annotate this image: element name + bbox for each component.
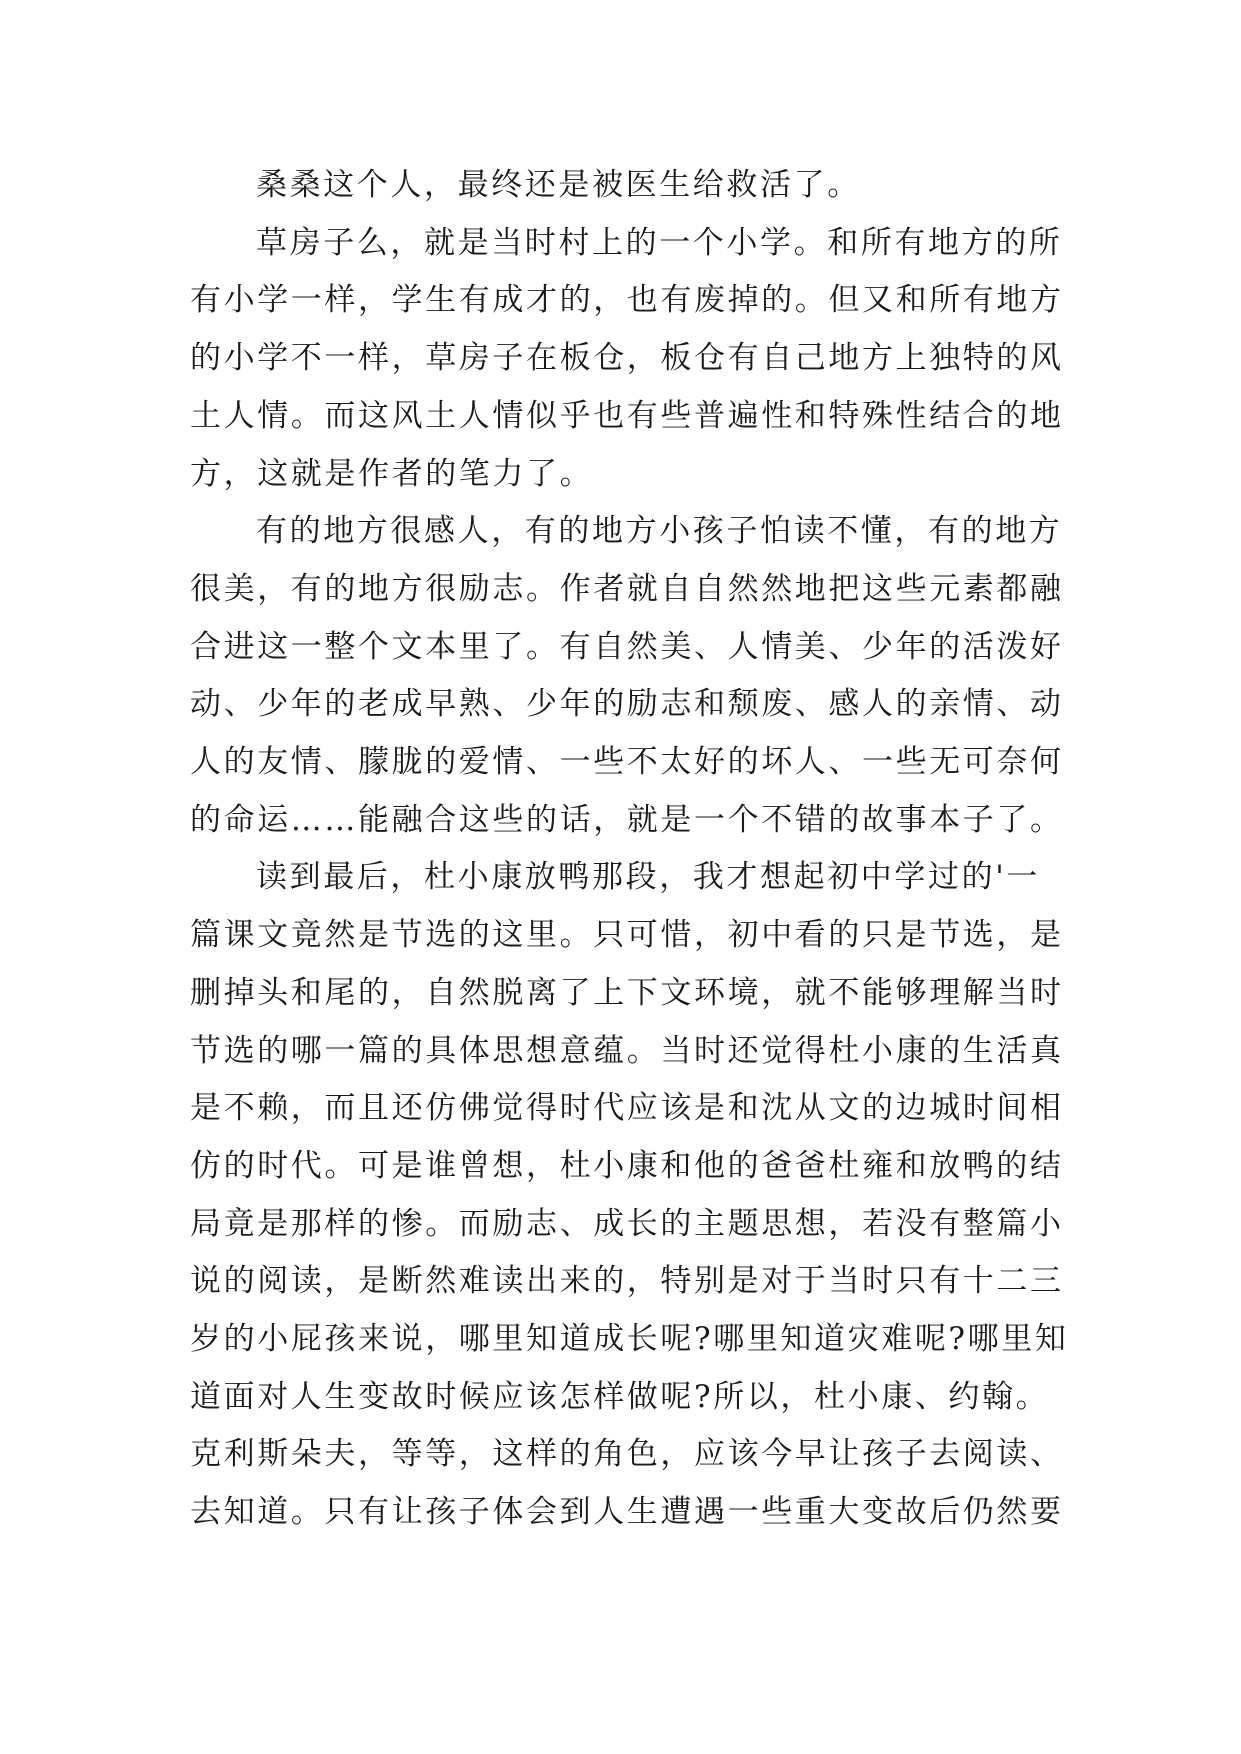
paragraph-2: 草房子么，就是当时村上的一个小学。和所有地方的所有小学一样，学生有成才的，也有废掉的。但又和所有地方的小学不一样，草房子在板仓，板仓有自己地方上独特的风土人情。而这风土人情似乎也有些普遍性和特殊性结合的地方，这就是作者的笔力了。 <box>190 224 1064 492</box>
paragraph-1: 桑桑这个人，最终还是被医生给救活了。 <box>256 167 861 203</box>
paragraph-4: 读到最后，杜小康放鸭那段，我才想起初中学过的'一篇课文竟然是节选的这里。只可惜，初中看的只是节选，是删掉头和尾的，自然脱离了上下文环境，就不能够理解当时节选的哪一篇的具体思想意蕴。当时还觉得杜小康的生活真是不赖，而且还仿佛觉得时代应该是和沈从文的边城时间相仿的时代。可是谁曾想，杜小康和他的爸爸杜雍和放鸭的结局竟是那样的惨。而励志、成长的主题思想，若没有整篇小说的阅读，是断然难读出来的，特别是对于当时只有十二三岁的小屁孩来说，哪里知道成长呢?哪里知道灾难呢?哪里知道面对人生变故时候应该怎样做呢?所以，杜小康、约翰。克利斯朵夫，等等，这样的角色，应该今早让孩子去阅读、去知道。只有让孩子体会到人生遭遇一些重大变故后仍然要 <box>190 859 1069 1531</box>
paragraph-3: 有的地方很感人，有的地方小孩子怕读不懂，有的地方很美，有的地方很励志。作者就自自然然地把这些元素都融合进这一整个文本里了。有自然美、人情美、少年的活泼好动、少年的老成早熟、少年的励志和颓废、感人的亲情、动人的友情、朦胧的爱情、一些不太好的坏人、一些无可奈何的命运……能融合这些的话，就是一个不错的故事本子了。 <box>190 513 1064 838</box>
body-text <box>190 157 1070 1542</box>
